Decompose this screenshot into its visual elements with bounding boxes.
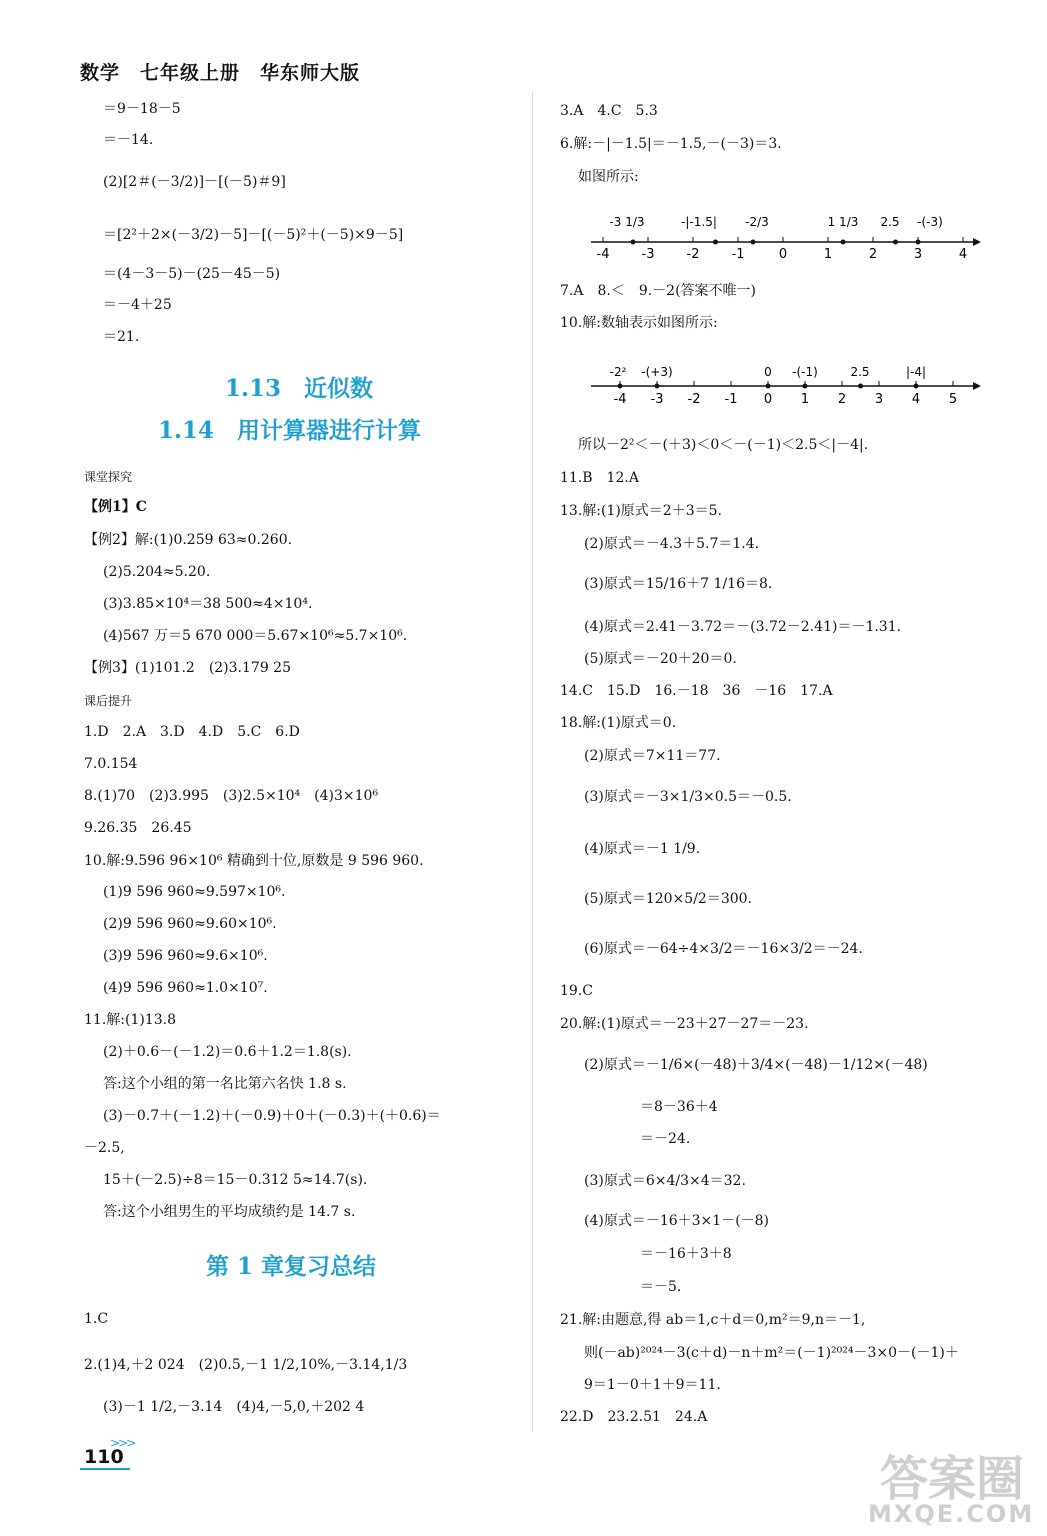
answer-line: (3)原式＝6×4/3×4＝32. xyxy=(584,1173,746,1189)
answer-line: 【例1】C xyxy=(84,499,147,515)
point xyxy=(914,384,919,389)
answer-line: 1.D 2.A 3.D 4.D 5.C 6.D xyxy=(84,724,300,740)
answer-line: (5)原式＝－20＋20＝0. xyxy=(584,651,737,667)
tick-label: -2 xyxy=(686,247,700,262)
answer-line: (2)9 596 960≈9.60×10⁶. xyxy=(103,916,277,932)
answer-line: 13.解:(1)原式＝2＋3＝5. xyxy=(560,503,722,519)
running-header: 数学 七年级上册 华东师大版 xyxy=(80,62,361,84)
point-label: 2.5 xyxy=(850,365,870,379)
answer-line: (5)原式＝120×5/2＝300. xyxy=(584,891,752,907)
tick-label: 0 xyxy=(763,392,773,407)
point-label: -3 1/3 xyxy=(609,215,645,229)
tick-label: 3 xyxy=(913,247,923,262)
section-title: 第 1 章复习总结 xyxy=(206,1253,377,1280)
tick-label: -3 xyxy=(641,247,655,262)
point-label: 2.5 xyxy=(880,215,900,229)
answer-line: (2)原式＝－1/6×(－48)＋3/4×(－48)－1/12×(－48) xyxy=(584,1057,928,1073)
calc-line: ＝－14. xyxy=(103,132,154,148)
answer-line: (3)－0.7＋(－1.2)＋(－0.9)＋0＋(－0.3)＋(＋0.6)＝ xyxy=(103,1108,441,1124)
point-label: |-4| xyxy=(905,365,927,379)
calc-line: ＝[2²＋2×(－3/2)－5]－[(－5)²＋(－5)×9－5] xyxy=(103,227,404,243)
point-label: -(-1) xyxy=(792,365,818,379)
tick-label: -4 xyxy=(613,392,627,407)
answer-line: 9.26.35 26.45 xyxy=(84,820,192,836)
watermark-logo: 答案圈 xyxy=(880,1451,1025,1507)
subsection-label: 课堂探究 xyxy=(84,470,133,484)
section-title: 1.13 近似数 xyxy=(225,375,374,402)
calc-line: ＝－4＋25 xyxy=(103,297,172,313)
number-line-1 xyxy=(585,200,985,266)
section-title: 1.14 用计算器进行计算 xyxy=(158,417,422,444)
answer-line: 20.解:(1)原式＝－23＋27－27＝－23. xyxy=(560,1016,809,1032)
point xyxy=(916,240,921,245)
answer-line: 7.A 8.＜ 9.－2(答案不唯一) xyxy=(560,283,757,299)
point-label: -(-3) xyxy=(917,215,943,229)
point-label: -(+3) xyxy=(641,365,673,379)
page-number: 110 xyxy=(80,1446,130,1470)
tick-label: -2 xyxy=(687,392,701,407)
answer-line: (6)原式＝－64÷4×3/2＝－16×3/2＝－24. xyxy=(584,941,863,957)
tick-label: 5 xyxy=(948,392,958,407)
answer-line: －2.5, xyxy=(84,1140,125,1156)
answer-line: 【例3】(1)101.2 (2)3.179 25 xyxy=(84,660,291,676)
point xyxy=(618,384,623,389)
answer-line: 答:这个小组的第一名比第六名快 1.8 s. xyxy=(103,1076,347,1092)
point xyxy=(713,240,718,245)
answer-line: (4)原式＝－1 1/9. xyxy=(584,841,701,857)
answer-line: (3)－1 1/2,－3.14 (4)4,－5,0,＋202 4 xyxy=(103,1399,365,1415)
point xyxy=(803,384,808,389)
answer-line: 7.0.154 xyxy=(84,756,138,772)
point xyxy=(766,384,771,389)
answer-line: 10.解:数轴表示如图所示: xyxy=(560,315,718,331)
watermark-url: MXQE.COM xyxy=(868,1500,1035,1528)
answer-line: 22.D 23.2.51 24.A xyxy=(560,1409,708,1425)
answer-line: (3)原式＝－3×1/3×0.5＝－0.5. xyxy=(584,789,792,805)
answer-line: (3)9 596 960≈9.6×10⁶. xyxy=(103,948,268,964)
axis-arrow xyxy=(973,238,981,246)
calc-line: ＝(4－3－5)－(25－45－5) xyxy=(103,266,281,282)
answer-line: (3)3.85×10⁴＝38 500≈4×10⁴. xyxy=(103,596,313,612)
tick-label: 0 xyxy=(778,247,788,262)
answer-line: 8.(1)70 (2)3.995 (3)2.5×10⁴ (4)3×10⁶ xyxy=(84,788,379,804)
point xyxy=(858,384,863,389)
tick-label: 2 xyxy=(837,392,847,407)
point-label: 1 1/3 xyxy=(827,215,859,229)
answer-line: 1.C xyxy=(84,1311,109,1327)
column-divider xyxy=(532,92,533,1432)
answer-line: (2)5.204≈5.20. xyxy=(103,564,211,580)
answer-line: 【例2】解:(1)0.259 63≈0.260. xyxy=(84,532,293,548)
tick-label: 1 xyxy=(823,247,833,262)
answer-line: (1)9 596 960≈9.597×10⁶. xyxy=(103,884,286,900)
answer-line: (4)567 万＝5 670 000＝5.67×10⁶≈5.7×10⁶. xyxy=(103,628,408,644)
answer-line: (4)原式＝2.41－3.72＝－(3.72－2.41)＝－1.31. xyxy=(584,619,902,635)
answer-line: ＝8－36＋4 xyxy=(640,1099,718,1115)
axis-arrow xyxy=(973,382,981,390)
tick-label: 2 xyxy=(868,247,878,262)
tick-label: 4 xyxy=(958,247,968,262)
answer-line: 则(－ab)²⁰²⁴－3(c＋d)－n＋m²＝(－1)²⁰²⁴－3×0－(－1)＋ xyxy=(584,1345,959,1361)
answer-line: (2)原式＝－4.3＋5.7＝1.4. xyxy=(584,536,760,552)
point-label: -|-1.5| xyxy=(681,215,717,229)
answer-line: 21.解:由题意,得 ab＝1,c＋d＝0,m²＝9,n＝－1, xyxy=(560,1312,866,1328)
answer-line: (4)9 596 960≈1.0×10⁷. xyxy=(103,980,268,996)
answer-line: 2.(1)4,＋2 024 (2)0.5,－1 1/2,10%,－3.14,1/3 xyxy=(84,1357,408,1373)
answer-line: 19.C xyxy=(560,983,593,999)
answer-line: (4)原式＝－16＋3×1－(－8) xyxy=(584,1213,770,1229)
number-line-2 xyxy=(585,356,985,412)
subsection-label: 课后提升 xyxy=(84,694,133,708)
calc-line: ＝9－18－5 xyxy=(103,101,181,117)
answer-line: 3.A 4.C 5.3 xyxy=(560,103,658,119)
answer-line: 如图所示: xyxy=(578,169,639,185)
tick-label: 1 xyxy=(800,392,810,407)
answer-line: 9＝1－0＋1＋9＝11. xyxy=(584,1377,721,1393)
point-label: -2/3 xyxy=(745,215,769,229)
answer-line: 10.解:9.596 96×10⁶ 精确到十位,原数是 9 596 960. xyxy=(84,853,424,869)
answer-line: (2)原式＝7×11＝77. xyxy=(584,748,721,764)
tick-label: -3 xyxy=(650,392,664,407)
answer-line: 6.解:－|－1.5|＝－1.5,－(－3)＝3. xyxy=(560,136,782,152)
answer-line: ＝－16＋3＋8 xyxy=(640,1246,732,1262)
answer-line: 所以－2²＜－(＋3)＜0＜－(－1)＜2.5＜|－4|. xyxy=(578,437,869,453)
point xyxy=(631,240,636,245)
answer-line: 11.解:(1)13.8 xyxy=(84,1012,176,1028)
answer-line: 15＋(－2.5)÷8＝15－0.312 5≈14.7(s). xyxy=(103,1172,368,1188)
answer-line: 14.C 15.D 16.－18 36 －16 17.A xyxy=(560,683,833,699)
tick-label: -1 xyxy=(731,247,745,262)
answer-line: 答:这个小组男生的平均成绩约是 14.7 s. xyxy=(103,1204,356,1220)
point xyxy=(841,240,846,245)
tick-label: 4 xyxy=(911,392,921,407)
answer-line: (3)原式＝15/16＋7 1/16＝8. xyxy=(584,576,773,592)
calc-line: (2)[2＃(－3/2)]－[(－5)＃9] xyxy=(103,174,286,190)
point xyxy=(893,240,898,245)
answer-line: 11.B 12.A xyxy=(560,470,639,486)
page-number-arrows: >>> xyxy=(110,1436,135,1450)
calc-line: ＝21. xyxy=(103,329,140,345)
point-label: -2² xyxy=(609,365,627,379)
tick-label: -4 xyxy=(596,247,610,262)
point xyxy=(751,240,756,245)
answer-line: ＝－24. xyxy=(640,1131,691,1147)
point xyxy=(655,384,660,389)
tick-label: -1 xyxy=(724,392,738,407)
answer-line: (2)＋0.6－(－1.2)＝0.6＋1.2＝1.8(s). xyxy=(103,1044,352,1060)
tick-label: 3 xyxy=(874,392,884,407)
answer-line: 18.解:(1)原式＝0. xyxy=(560,715,677,731)
point-label: 0 xyxy=(764,365,772,379)
answer-line: ＝－5. xyxy=(640,1279,682,1295)
